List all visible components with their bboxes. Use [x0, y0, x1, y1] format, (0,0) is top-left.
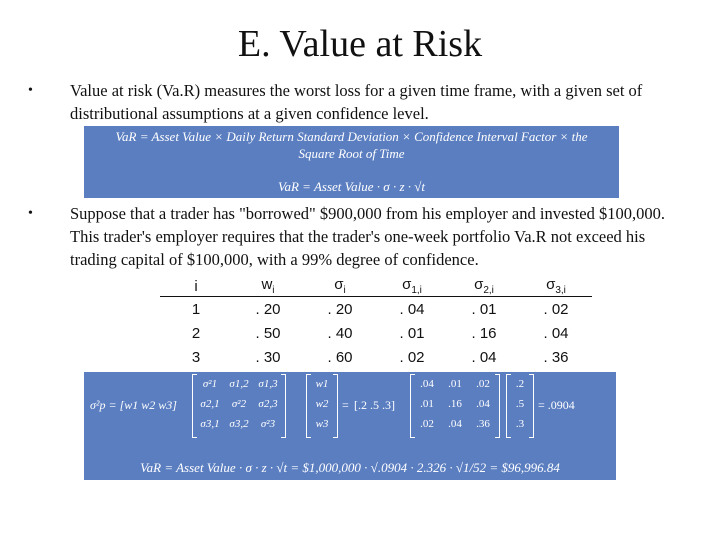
matrix-cell: .02	[420, 418, 434, 430]
table-cell: . 04	[543, 324, 569, 342]
matrix-cell: σ3,1	[200, 418, 220, 430]
vector-cell: w2	[315, 398, 329, 410]
table-row	[160, 297, 592, 322]
matrix-cell: .36	[476, 418, 490, 430]
numeric-covariance-matrix	[410, 374, 500, 438]
matrix-cell: σ²2	[231, 398, 247, 410]
bullet-marker: •	[28, 206, 33, 221]
matrix-cell: σ2,3	[258, 398, 278, 410]
table-cell: . 20	[327, 300, 353, 318]
table-row	[160, 321, 592, 345]
matrix-cell: .01	[420, 398, 434, 410]
table-cell: 1	[191, 300, 201, 318]
formula-line-1: VaR = Asset Value × Daily Return Standard Deviation × Confidence Interval Factor × the	[115, 129, 588, 144]
var-calculation-line: VaR = Asset Value · σ · z · √t = $1,000,000 · √.0904 · 2.326 · √1/52 = $96,996.84	[140, 460, 560, 475]
table-header-row	[160, 276, 592, 297]
table-cell: . 50	[255, 324, 281, 342]
variance-result: = .0904	[538, 398, 575, 412]
header-sigma-2: $\sigma_{2,i}$	[448, 276, 520, 297]
vector-cell: .5	[515, 398, 525, 410]
header-sigma: $\sigma_i$	[304, 276, 376, 297]
vector-cell: w3	[315, 418, 329, 430]
table-cell: . 40	[327, 324, 353, 342]
table-cell: . 60	[327, 348, 353, 366]
matrix-cell: σ²3	[260, 418, 276, 430]
matrix-cell: σ3,2	[229, 418, 249, 430]
slide-title: E. Value at Risk	[237, 23, 483, 65]
equals-sign: =	[342, 398, 349, 412]
table-cell: . 04	[471, 348, 497, 366]
vector-cell: .3	[515, 418, 525, 430]
bullet-example	[0, 202, 720, 272]
table-cell: . 01	[399, 324, 425, 342]
numeric-weight-vector	[506, 374, 534, 438]
formula-line-2: Square Root of Time	[298, 146, 405, 161]
table-cell: . 01	[471, 300, 497, 318]
matrix-cell: σ²1	[202, 378, 218, 390]
matrix-cell: σ1,2	[229, 378, 249, 390]
covariance-matrix	[192, 374, 286, 438]
header-w: $w_i$	[232, 276, 304, 297]
matrix-cell: σ1,3	[258, 378, 278, 390]
portfolio-variance-box	[84, 372, 616, 480]
table-row	[160, 345, 592, 369]
vector-cell: .2	[515, 378, 525, 390]
header-sigma-1: $\sigma_{1,i}$	[376, 276, 448, 297]
table-cell: 2	[191, 324, 201, 342]
bullet-definition	[0, 79, 720, 129]
portfolio-table	[160, 276, 592, 369]
table-cell: . 16	[471, 324, 497, 342]
table-cell: . 02	[543, 300, 569, 318]
matrix-cell: .02	[476, 378, 490, 390]
matrix-cell: .01	[448, 378, 462, 390]
bullet-marker: •	[28, 83, 33, 98]
matrix-cell: .04	[420, 378, 434, 390]
weight-row-vector: [.2 .5 .3]	[354, 398, 395, 412]
matrix-cell: .04	[448, 418, 462, 430]
bullet-text: Suppose that a trader has "borrowed" $900,000 from his employer and invested $100,000. This trader's employer requires that the trader's one-week portfolio Va.R not exceed his trading capital of $100,000, with a 99% degree of confidence.	[70, 204, 665, 269]
matrix-cell: σ2,1	[200, 398, 220, 410]
table-cell: . 30	[255, 348, 281, 366]
table-cell: 3	[191, 348, 201, 366]
variance-lhs: σ²p = [w1 w2 w3]	[90, 398, 177, 412]
bullet-text: Value at risk (Va.R) measures the worst loss for a given time frame, with a given set of distributional assumptions at a given confidence level.	[70, 81, 643, 123]
matrix-cell: .16	[448, 398, 462, 410]
table-cell: . 02	[399, 348, 425, 366]
formula-line-3: VaR = Asset Value · σ · z · √t	[277, 179, 426, 194]
table-cell: . 04	[399, 300, 425, 318]
var-formula-box	[84, 126, 619, 198]
header-i: i	[160, 276, 232, 297]
table-cell: . 20	[255, 300, 281, 318]
table-cell: . 36	[543, 348, 569, 366]
header-sigma-3: $\sigma_{3,i}$	[520, 276, 592, 297]
matrix-cell: .04	[476, 398, 490, 410]
weight-vector	[306, 374, 338, 438]
vector-cell: w1	[315, 378, 329, 390]
